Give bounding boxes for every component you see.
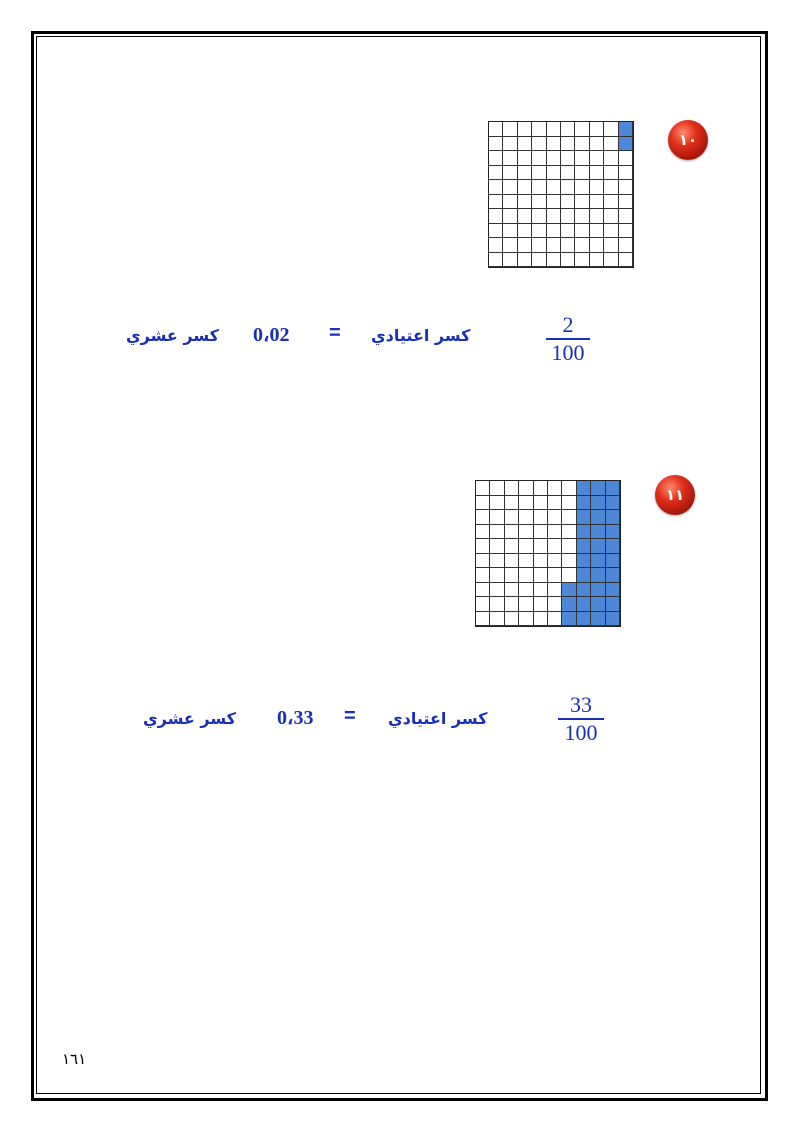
- common-fraction-label: كسر اعتيادي: [388, 709, 488, 728]
- grid-cell-shaded: [591, 612, 605, 627]
- grid-cell-shaded: [606, 568, 620, 583]
- grid-cell: [534, 612, 548, 627]
- grid-cell: [590, 195, 604, 210]
- grid-cell: [476, 496, 490, 511]
- grid-cell-shaded: [606, 510, 620, 525]
- grid-cell: [518, 238, 532, 253]
- grid-cell-shaded: [577, 496, 591, 511]
- decimal-fraction-label: كسر عشري: [143, 709, 236, 728]
- grid-cell: [490, 539, 504, 554]
- decimal-fraction-label: كسر عشري: [126, 326, 219, 345]
- grid-cell-shaded: [606, 496, 620, 511]
- grid-cell: [532, 224, 546, 239]
- grid-cell: [490, 583, 504, 598]
- grid-cell: [548, 539, 562, 554]
- page-number: ١٦١: [62, 1050, 87, 1068]
- grid-cell-shaded: [606, 612, 620, 627]
- grid-cell: [561, 253, 575, 268]
- common-fraction-label: كسر اعتيادي: [371, 326, 471, 345]
- grid-cell: [476, 510, 490, 525]
- grid-cell: [604, 195, 618, 210]
- grid-cell: [476, 539, 490, 554]
- grid-cell-shaded: [591, 554, 605, 569]
- grid-cell: [561, 137, 575, 152]
- grid-cell: [518, 166, 532, 181]
- equals-sign: =: [344, 705, 356, 727]
- grid-cell-shaded: [606, 525, 620, 540]
- grid-cell: [590, 253, 604, 268]
- grid-cell: [503, 151, 517, 166]
- common-fraction: [558, 693, 604, 745]
- grid-cell: [519, 612, 533, 627]
- grid-cell: [490, 612, 504, 627]
- grid-cell: [505, 554, 519, 569]
- grid-cell: [519, 510, 533, 525]
- grid-cell-shaded: [591, 525, 605, 540]
- grid-cell-shaded: [606, 481, 620, 496]
- grid-cell: [575, 238, 589, 253]
- grid-cell: [532, 180, 546, 195]
- grid-cell: [547, 180, 561, 195]
- grid-cell: [505, 612, 519, 627]
- grid-cell: [534, 568, 548, 583]
- grid-cell: [590, 224, 604, 239]
- grid-cell: [476, 583, 490, 598]
- grid-cell: [476, 481, 490, 496]
- grid-cell: [489, 180, 503, 195]
- grid-cell: [505, 525, 519, 540]
- decimal-value: 0،33: [277, 707, 314, 729]
- grid-cell: [534, 583, 548, 598]
- fraction-numerator: 33: [570, 692, 592, 717]
- grid-cell-shaded: [606, 583, 620, 598]
- grid-cell: [519, 583, 533, 598]
- grid-cell: [604, 151, 618, 166]
- grid-cell: [534, 597, 548, 612]
- grid-cell: [575, 151, 589, 166]
- grid-cell: [505, 496, 519, 511]
- grid-cell: [562, 510, 576, 525]
- grid-cell: [575, 180, 589, 195]
- grid-cell: [575, 195, 589, 210]
- grid-cell: [518, 151, 532, 166]
- grid-cell: [590, 122, 604, 137]
- grid-cell: [490, 597, 504, 612]
- grid-cell: [489, 224, 503, 239]
- grid-cell: [534, 496, 548, 511]
- grid-cell: [547, 151, 561, 166]
- grid-cell: [476, 612, 490, 627]
- grid-cell-shaded: [591, 496, 605, 511]
- grid-cell: [604, 166, 618, 181]
- grid-cell: [547, 253, 561, 268]
- grid-cell: [619, 166, 633, 181]
- grid-cell: [575, 137, 589, 152]
- grid-cell: [575, 224, 589, 239]
- grid-cell: [561, 122, 575, 137]
- grid-cell: [534, 510, 548, 525]
- grid-cell: [532, 253, 546, 268]
- grid-cell: [534, 481, 548, 496]
- grid-cell: [561, 180, 575, 195]
- grid-cell: [547, 195, 561, 210]
- grid-cell: [503, 209, 517, 224]
- grid-cell: [490, 510, 504, 525]
- grid-cell: [476, 568, 490, 583]
- grid-cell: [476, 597, 490, 612]
- grid-cell: [503, 137, 517, 152]
- grid-cell: [489, 166, 503, 181]
- grid-cell-shaded: [606, 554, 620, 569]
- grid-cell: [505, 597, 519, 612]
- grid-cell: [548, 510, 562, 525]
- grid-cell: [489, 253, 503, 268]
- grid-cell: [562, 525, 576, 540]
- grid-cell: [519, 597, 533, 612]
- grid-cell: [548, 612, 562, 627]
- common-fraction: [546, 313, 590, 365]
- grid-cell: [619, 195, 633, 210]
- grid-cell-shaded: [577, 510, 591, 525]
- grid-cell: [562, 539, 576, 554]
- grid-cell: [534, 554, 548, 569]
- grid-cell: [503, 166, 517, 181]
- grid-cell: [604, 137, 618, 152]
- grid-cell: [518, 209, 532, 224]
- grid-cell-shaded: [619, 137, 633, 152]
- grid-cell: [518, 253, 532, 268]
- grid-cell: [490, 568, 504, 583]
- grid-cell: [619, 209, 633, 224]
- grid-cell: [503, 253, 517, 268]
- grid-cell-shaded: [591, 597, 605, 612]
- grid-cell: [519, 568, 533, 583]
- grid-cell: [503, 195, 517, 210]
- grid-cell: [590, 180, 604, 195]
- grid-cell: [532, 209, 546, 224]
- grid-cell-shaded: [577, 539, 591, 554]
- grid-cell: [489, 151, 503, 166]
- grid-cell: [561, 209, 575, 224]
- grid-cell: [619, 224, 633, 239]
- grid-cell: [534, 525, 548, 540]
- grid-cell: [519, 554, 533, 569]
- grid-cell: [532, 195, 546, 210]
- grid-cell: [619, 180, 633, 195]
- grid-cell: [518, 180, 532, 195]
- grid-cell: [490, 481, 504, 496]
- grid-cell-shaded: [562, 597, 576, 612]
- grid-cell: [505, 568, 519, 583]
- grid-cell-shaded: [577, 525, 591, 540]
- grid-cell: [604, 180, 618, 195]
- grid-cell: [575, 166, 589, 181]
- grid-cell: [547, 224, 561, 239]
- grid-cell: [561, 195, 575, 210]
- grid-cell: [562, 554, 576, 569]
- grid-cell: [619, 151, 633, 166]
- grid-cell: [489, 209, 503, 224]
- grid-cell: [518, 122, 532, 137]
- grid-cell: [489, 122, 503, 137]
- grid-cell: [548, 583, 562, 598]
- grid-cell: [575, 253, 589, 268]
- grid-cell: [503, 122, 517, 137]
- grid-cell-shaded: [577, 612, 591, 627]
- grid-cell-shaded: [562, 583, 576, 598]
- grid-cell: [503, 224, 517, 239]
- grid-cell-shaded: [577, 597, 591, 612]
- grid-cell: [534, 539, 548, 554]
- grid-cell-shaded: [577, 568, 591, 583]
- grid-cell: [547, 137, 561, 152]
- grid-cell: [547, 122, 561, 137]
- grid-cell: [590, 151, 604, 166]
- grid-cell: [604, 253, 618, 268]
- exercise-number-badge: ١٠: [668, 120, 708, 160]
- grid-cell: [489, 137, 503, 152]
- grid-cell: [562, 568, 576, 583]
- grid-cell: [548, 496, 562, 511]
- grid-cell: [532, 137, 546, 152]
- grid-cell-shaded: [606, 539, 620, 554]
- page-border-inner: [36, 36, 761, 1094]
- grid-cell: [548, 525, 562, 540]
- grid-cell: [503, 238, 517, 253]
- grid-cell: [505, 510, 519, 525]
- grid-cell: [590, 209, 604, 224]
- grid-cell: [518, 137, 532, 152]
- grid-cell: [561, 224, 575, 239]
- grid-cell-shaded: [606, 597, 620, 612]
- grid-cell: [619, 253, 633, 268]
- fraction-numerator: 2: [562, 312, 574, 337]
- grid-cell: [575, 209, 589, 224]
- grid-cell: [519, 496, 533, 511]
- grid-cell: [604, 209, 618, 224]
- grid-cell: [619, 238, 633, 253]
- grid-cell: [489, 238, 503, 253]
- grid-cell: [590, 137, 604, 152]
- grid-cell-shaded: [591, 583, 605, 598]
- grid-cell: [562, 496, 576, 511]
- grid-cell: [519, 539, 533, 554]
- grid-cell: [476, 554, 490, 569]
- decimal-value: 0،02: [253, 324, 290, 346]
- grid-cell-shaded: [619, 122, 633, 137]
- grid-cell: [547, 238, 561, 253]
- grid-cell: [562, 481, 576, 496]
- grid-cell: [490, 525, 504, 540]
- grid-cell: [604, 122, 618, 137]
- hundred-grid: [488, 121, 634, 268]
- grid-cell: [575, 122, 589, 137]
- grid-cell: [547, 166, 561, 181]
- grid-cell: [519, 525, 533, 540]
- grid-cell: [561, 166, 575, 181]
- grid-cell: [561, 238, 575, 253]
- grid-cell: [547, 209, 561, 224]
- hundred-grid: [475, 480, 621, 627]
- grid-cell: [590, 166, 604, 181]
- grid-cell: [548, 481, 562, 496]
- grid-cell: [518, 224, 532, 239]
- grid-cell: [548, 568, 562, 583]
- grid-cell: [505, 481, 519, 496]
- grid-cell: [490, 496, 504, 511]
- grid-cell: [561, 151, 575, 166]
- grid-cell-shaded: [577, 583, 591, 598]
- grid-cell: [590, 238, 604, 253]
- grid-cell: [489, 195, 503, 210]
- grid-cell: [503, 180, 517, 195]
- grid-cell-shaded: [562, 612, 576, 627]
- grid-cell: [604, 238, 618, 253]
- grid-cell: [490, 554, 504, 569]
- grid-cell: [532, 151, 546, 166]
- grid-cell: [548, 554, 562, 569]
- grid-cell-shaded: [591, 510, 605, 525]
- grid-cell: [548, 597, 562, 612]
- grid-cell-shaded: [591, 481, 605, 496]
- fraction-denominator: 100: [551, 339, 585, 365]
- exercise-number-badge: ١١: [655, 475, 695, 515]
- grid-cell: [532, 122, 546, 137]
- grid-cell: [532, 238, 546, 253]
- grid-cell: [519, 481, 533, 496]
- grid-cell-shaded: [591, 568, 605, 583]
- grid-cell: [604, 224, 618, 239]
- grid-cell-shaded: [591, 539, 605, 554]
- grid-cell-shaded: [577, 481, 591, 496]
- equals-sign: =: [329, 322, 341, 344]
- grid-cell: [518, 195, 532, 210]
- grid-cell: [532, 166, 546, 181]
- grid-cell: [505, 539, 519, 554]
- grid-cell-shaded: [577, 554, 591, 569]
- fraction-denominator: 100: [564, 719, 598, 745]
- grid-cell: [505, 583, 519, 598]
- grid-cell: [476, 525, 490, 540]
